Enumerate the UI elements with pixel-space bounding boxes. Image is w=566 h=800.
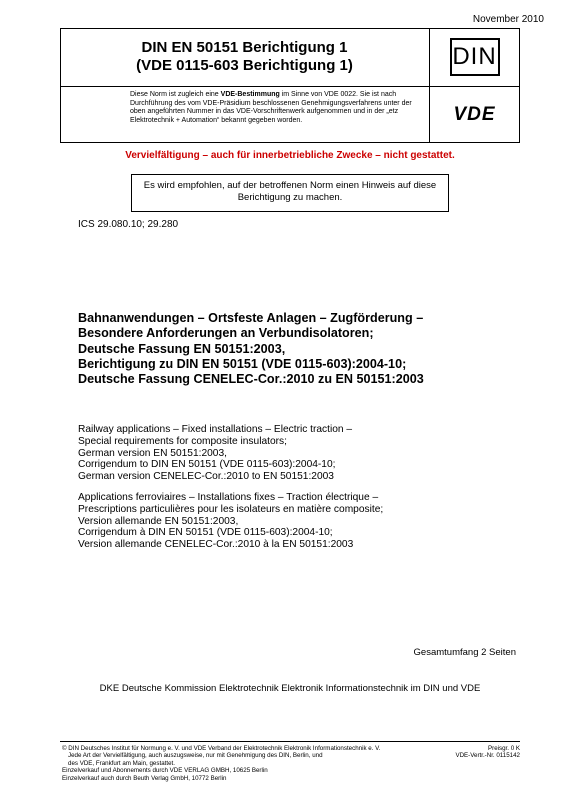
footer-divider [60,741,520,742]
price-info [455,745,520,760]
document-number-cell [60,28,430,87]
title-english-line: German version CENELEC-Cor.:2010 to EN 50151:2003 [78,471,334,483]
title-german-line: Deutsche Fassung CENELEC-Cor.:2010 zu EN 50151:2003 [78,372,424,387]
recommendation-box: Es wird empfohlen, auf der betroffenen Norm einen Hinweis auf diese Berichtigung zu machen. [131,174,449,212]
title-german-line: Besondere Anforderungen an Verbundisolatoren; [78,326,374,341]
copyright-line: Jede Art der Vervielfältigung, auch auszugsweise, nur mit Genehmigung des DIN, Berlin, und [68,752,323,760]
reproduction-warning: Vervielfältigung – auch für innerbetriebliche Zwecke – nicht gestattet. [125,150,455,161]
title-german-line: Berichtigung zu DIN EN 50151 (VDE 0115-603):2004-10; [78,356,407,371]
title-german [78,311,518,387]
vde-note-prefix: Diese Norm ist zugleich eine [130,91,221,98]
copyright-line: Einzelverkauf und Abonnements durch VDE VERLAG GMBH, 10625 Berlin [62,767,268,775]
title-german-line: Deutsche Fassung EN 50151:2003, [78,341,286,356]
total-pages: Gesamtumfang 2 Seiten [413,647,516,658]
title-french-line: Version allemande EN 50151:2003, [78,515,239,527]
price-group: Preisgr. 0 K [488,745,520,752]
title-german-line: Bahnanwendungen – Ortsfeste Anlagen – Zugförderung – [78,311,424,325]
title-english-line: German version EN 50151:2003, [78,447,227,459]
vde-logo-cell [429,86,520,143]
vde-logo: VDE [453,103,496,125]
vde-note-rest: im Sinne von VDE 0022. Sie ist nach Durchführung des vom VDE-Präsidium beschlossenen Genehmigungsverfahrens unter der oben angeführten Nummer in das VDE-Vorschriftenwerk aufgenommen und in der „etz Elektrotechnik + Automation“ bekannt gegeben worden. [130,91,412,124]
order-number: VDE-Vertr.-Nr. 0115142 [455,752,520,760]
title-english-line: Railway applications – Fixed installations – Electric traction – [78,424,353,435]
title-french-line: Corrigendum à DIN EN 50151 (VDE 0115-603):2004-10; [78,527,333,539]
dke-commission: DKE Deutsche Kommission Elektrotechnik Elektronik Informationstechnik im DIN und VDE [99,683,481,694]
title-english-line: Corrigendum to DIN EN 50151 (VDE 0115-603):2004-10; [78,459,336,471]
vde-note-bold: VDE-Bestimmung [220,91,280,98]
vde-number: (VDE 0115-603 Berichtigung 1) [136,57,353,74]
title-french-line: Applications ferroviaires – Installations fixes – Traction électrique – [78,492,379,503]
title-english [78,424,518,483]
copyright-line: © DIN Deutsches Institut für Normung e. V. und VDE Verband der Elektrotechnik Elektronik Informationstechnik e. V. [62,745,381,752]
copyright-notice [62,745,432,782]
din-logo-cell [429,28,520,87]
title-english-line: Special requirements for composite insulators; [78,435,287,447]
copyright-line: Einzelverkauf auch durch Beuth Verlag GmbH, 10772 Berlin [62,774,227,782]
title-french [78,492,518,551]
din-logo-text: DIN [452,43,497,70]
ics-code: ICS 29.080.10; 29.280 [78,219,179,230]
title-french-line: Prescriptions particulières pour les isolateurs en matière composite; [78,503,384,515]
document-number: DIN EN 50151 Berichtigung 1 [141,39,348,56]
title-french-line: Version allemande CENELEC-Cor.:2010 à la EN 50151:2003 [78,539,354,551]
din-logo [450,38,500,76]
copyright-line: des VDE, Frankfurt am Main, gestattet. [68,759,175,767]
vde-note [60,86,430,143]
issue-date: November 2010 [472,14,544,25]
